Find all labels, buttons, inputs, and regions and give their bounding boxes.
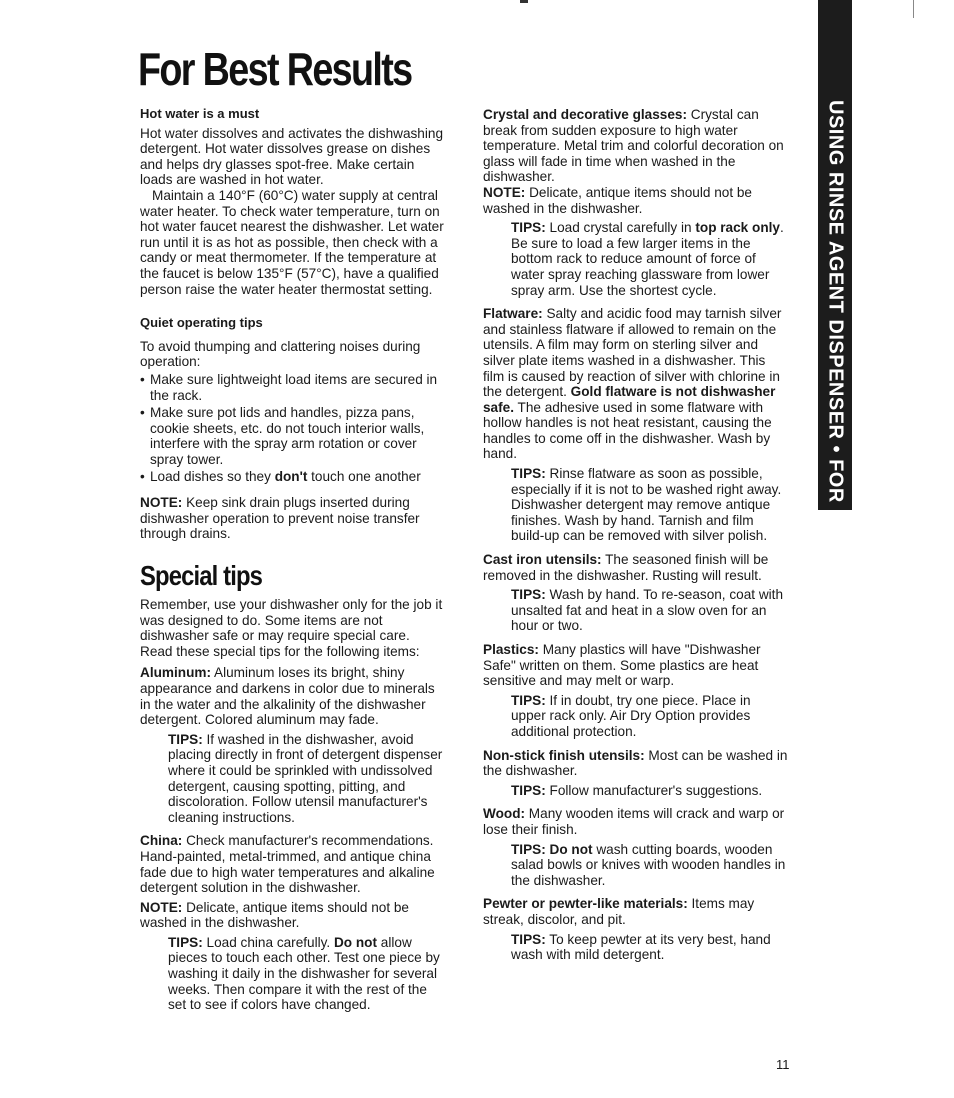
aluminum-paragraph: [140, 665, 445, 727]
china-label: China:: [140, 833, 183, 849]
wood-tips: [483, 842, 788, 889]
quiet-heading: Quiet operating tips: [140, 315, 263, 331]
quiet-bullet-3: [140, 469, 445, 485]
pewter-tips-text: To keep pewter at its very best, hand wash with mild detergent.: [511, 931, 771, 963]
quiet-note: [140, 495, 445, 542]
left-column-top: [140, 106, 445, 542]
wood-label: Wood:: [483, 806, 526, 822]
nonstick-text: Most can be washed in the dishwasher.: [483, 747, 788, 779]
crystal-note: [483, 185, 788, 216]
crystal-paragraph: [483, 107, 788, 185]
bullet3-pre: Load dishes so they: [150, 469, 275, 485]
china-note-text: Delicate, antique items should not be washed in the dishwasher.: [140, 899, 409, 931]
china-tips-bold: Do not: [333, 934, 378, 950]
flatware-pre: Salty and acidic food may tarnish silver and stainless flatware if allowed to remain on the utensils. A film may form on sterling silver and silver plate items washed in a dishwasher. This film is caused by reaction of silver with chlorine in the detergent.: [483, 306, 782, 400]
aluminum-label: Aluminum:: [140, 665, 211, 681]
aluminum-tips: [140, 732, 445, 826]
pewter-tips-label: TIPS:: [511, 931, 546, 947]
hot-water-p2: Maintain a 140°F (60°C) water supply at central water heater. To check water temperature, turn on hot water faucet nearest the dishwasher. Let water run until it is as hot as possible, then check with a candy or meat thermometer. If the temperature at the faucet is below 135°F (57°C), have a qualified person raise the water heater thermostat setting.: [140, 187, 444, 297]
cast-iron-tips-text: Wash by hand. To re-season, coat with unsalted fat and heat in a slow oven for an hour or two.: [511, 587, 784, 634]
cast-iron-tips: [483, 587, 788, 634]
flatware-post: The adhesive used in some flatware with hollow handles is not heat resistant, causing the handles to come off in the dishwasher. Wash by hand.: [483, 399, 772, 462]
crystal-tips-pre: Load crystal carefully in: [545, 220, 696, 236]
crystal-tips-post: . Be sure to load a few larger items in the bottom rack to reduce amount of force of water spray reaching glassware from lower spray arm. Use the shortest cycle.: [511, 220, 784, 298]
flatware-paragraph: [483, 306, 788, 462]
cast-iron-paragraph: [483, 552, 788, 583]
quiet-bullet-1: • Make sure lightweight load items are secured in the rack.: [140, 372, 445, 403]
nonstick-tips-text: Follow manufacturer's suggestions.: [545, 782, 763, 798]
wood-text: Many wooden items will crack and warp or lose their finish.: [483, 806, 785, 837]
plastics-text: Many plastics will have "Dishwasher Safe" written on them. Some plastics are heat sensitive and may melt or warp.: [483, 642, 761, 689]
page-edge-line: [913, 0, 914, 18]
bullet3-bold: don't: [274, 469, 308, 485]
scan-mark: [520, 0, 528, 3]
special-tips-heading: Special tips: [140, 560, 263, 591]
wood-tips-text: wash cutting boards, wooden salad bowls or knives with wooden handles in the dishwasher.: [511, 841, 786, 888]
nonstick-tips-label: TIPS:: [511, 782, 546, 798]
flatware-tips: [483, 466, 788, 544]
bullet3-post: touch one another: [307, 469, 421, 485]
crystal-tips-label: TIPS:: [511, 220, 546, 236]
china-note-label: NOTE:: [140, 899, 183, 915]
china-tips-label: TIPS:: [168, 934, 203, 950]
china-text: Check manufacturer's recommendations. Hand-painted, metal-trimmed, and antique china fade due to high water temperatures and alkaline detergent solution in the dishwasher.: [140, 833, 435, 896]
left-column-bottom: [140, 597, 445, 1013]
pewter-tips: [483, 932, 788, 963]
plastics-label: Plastics:: [483, 642, 539, 657]
special-intro: Remember, use your dishwasher only for the job it was designed to do. Some items are not dishwasher safe or may require special care. Read these special tips for the following items:: [140, 597, 443, 659]
aluminum-tips-text: If washed in the dishwasher, avoid placing directly in front of detergent dispenser where it could be sprinkled with undissolved detergent, causing spotting, pitting, and discoloration. Follow utensil manufacturer's cleaning instructions.: [168, 731, 443, 825]
crystal-note-text: Delicate, antique items should not be washed in the dishwasher.: [483, 184, 752, 216]
crystal-label: Crystal and decorative glasses:: [483, 107, 687, 122]
right-column: [483, 107, 788, 963]
page-number: 11: [776, 1057, 790, 1072]
china-tips-post: allow pieces to touch each other. Test one piece by washing it daily in the dishwasher for several weeks. Then compare it with the rest of the set to see if colors have changed.: [168, 934, 440, 1013]
flatware-tips-label: TIPS:: [511, 466, 546, 482]
flatware-label: Flatware:: [483, 306, 543, 322]
pewter-label: Pewter or pewter-like materials:: [483, 896, 688, 912]
crystal-text: Crystal can break from sudden exposure to high water temperature. Metal trim and colorful decoration on glass will fade in time when washed in the dishwasher.: [483, 107, 784, 185]
page-title: For Best Results: [138, 43, 412, 95]
aluminum-text: Aluminum loses its bright, shiny appearance and darkens in color due to minerals in the water and the alkalinity of the dishwasher detergent. Colored aluminum may fade.: [140, 665, 435, 728]
cast-iron-tips-label: TIPS:: [511, 587, 546, 603]
quiet-intro: To avoid thumping and clattering noises during operation:: [140, 338, 421, 370]
flatware-bold: Gold flatware is not dishwasher safe.: [483, 384, 776, 415]
plastics-paragraph: [483, 642, 788, 689]
hot-water-heading: Hot water is a must: [140, 106, 260, 121]
china-tips: [140, 935, 445, 1013]
nonstick-paragraph: [483, 748, 788, 779]
wood-tips-label: TIPS: Do not: [511, 841, 593, 857]
cast-iron-label: Cast iron utensils:: [483, 552, 602, 568]
plastics-tips: [483, 693, 788, 740]
china-note: [140, 900, 445, 931]
flatware-tips-text: Rinse flatware as soon as possible, especially if it is not to be washed right away. Dishwasher detergent may remove antique finishes. Wash by hand. Tarnish and film build-up can be removed with silver polish.: [511, 466, 782, 544]
hot-water-p1: Hot water dissolves and activates the dishwashing detergent. Hot water dissolves grease on dishes and helps dry glasses spot-free. Make certain loads are washed in hot water.: [140, 125, 443, 188]
china-tips-pre: Load china carefully.: [202, 934, 334, 950]
quiet-note-label: NOTE:: [140, 495, 183, 511]
pewter-paragraph: [483, 896, 788, 927]
quiet-note-text: Keep sink drain plugs inserted during dishwasher operation to prevent noise transfer through drains.: [140, 495, 420, 542]
crystal-tips-bold: top rack only: [695, 220, 780, 236]
pewter-text: Items may streak, discolor, and pit.: [483, 896, 755, 927]
section-tab-label: USING RINSE AGENT DISPENSER • FOR BEST RESULTS: [824, 100, 847, 666]
plastics-tips-label: TIPS:: [511, 692, 546, 708]
crystal-note-label: NOTE:: [483, 184, 526, 200]
wood-paragraph: [483, 806, 788, 837]
cast-iron-text: The seasoned finish will be removed in the dishwasher. Rusting will result.: [483, 552, 769, 583]
quiet-bullet-2: • Make sure pot lids and handles, pizza pans, cookie sheets, etc. do not touch interior walls, interfere with the spray arm rotation or cover spray tower.: [140, 405, 445, 467]
aluminum-tips-label: TIPS:: [168, 731, 203, 747]
china-paragraph: [140, 833, 445, 895]
nonstick-label: Non-stick finish utensils:: [483, 747, 645, 763]
plastics-tips-text: If in doubt, try one piece. Place in upper rack only. Air Dry Option provides additional protection.: [511, 692, 751, 739]
nonstick-tips: [483, 783, 788, 799]
crystal-tips: [483, 220, 788, 298]
